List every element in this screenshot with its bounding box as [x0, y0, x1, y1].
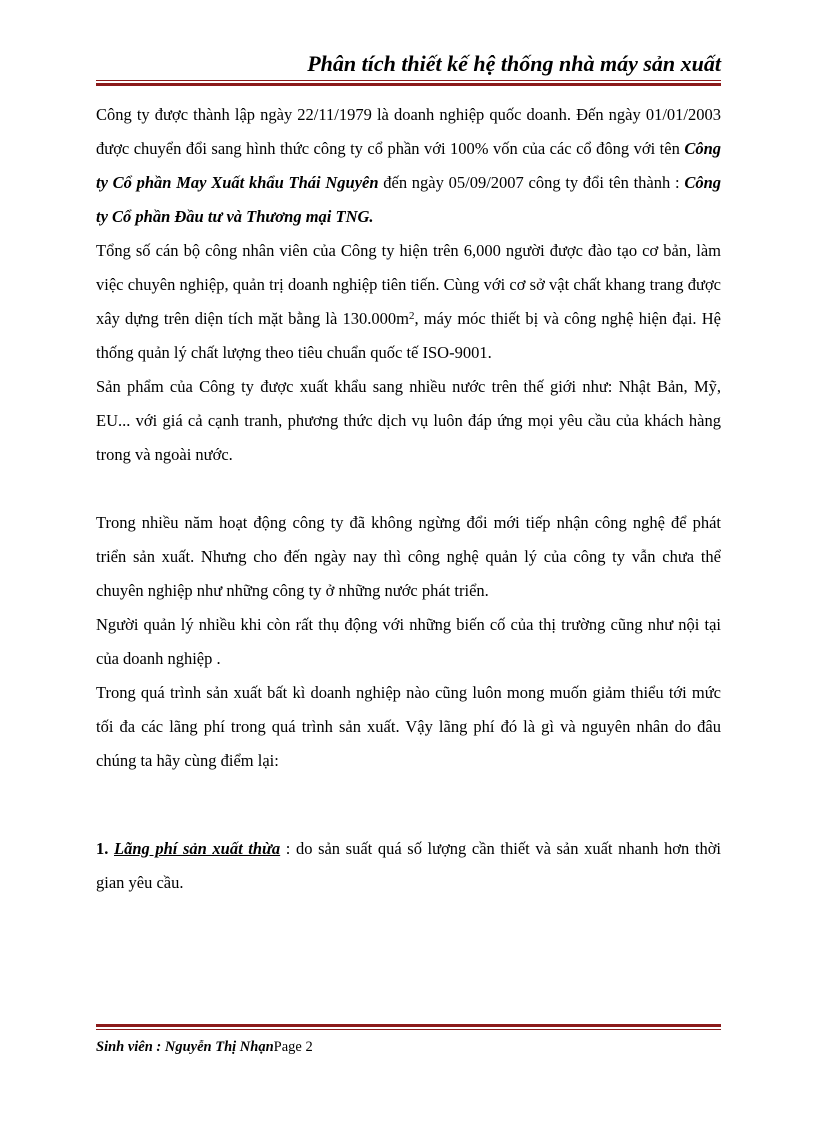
list-item-overproduction — [96, 832, 721, 900]
spacer — [96, 472, 721, 506]
p2-text-1: Tổng số cán bộ công nhân viên của Công ty hiện trên 6,000 người được đào tạo cơ bản, làm việc chuyên nghiệp, quản trị doanh nghiệp tiên tiến. Cùng với cơ sở vật chất khang trang được xây dựng trên diện tích mặt bằng là 130.000m — [96, 241, 721, 328]
p1-text-2: đến ngày 05/09/2007 công ty đổi tên thành : — [378, 173, 685, 192]
p1-text-1: Công ty được thành lập ngày 22/11/1979 là doanh nghiệp quốc doanh. Đến ngày 01/01/2003 được chuyển đổi sang hình thức công ty cổ phần với 100% vốn của các cổ đông với tên — [96, 105, 721, 158]
p2-superscript: 2 — [408, 310, 415, 322]
item1-text: : do sản suất quá số lượng cần thiết và sản xuất nhanh hơn thời gian yêu cầu. — [96, 839, 722, 892]
page-footer — [96, 1038, 313, 1056]
paragraph-products: Sản phẩm của Công ty được xuất khẩu sang nhiều nước trên thế giới như: Nhật Bản, Mỹ, EU... với giá cả cạnh tranh, phương thức dịch vụ luôn đáp ứng mọi yêu cầu của khách hàng trong và ngoài nước. — [96, 377, 721, 464]
header-rule-thick — [96, 83, 721, 86]
footer-page-number: Page 2 — [273, 1039, 313, 1055]
item1-number: 1. — [96, 839, 109, 858]
paragraph-technology: Trong nhiều năm hoạt động công ty đã không ngừng đổi mới tiếp nhận công nghệ để phát triển sản xuất. Nhưng cho đến ngày nay thì công nghệ quản lý của công ty vẫn chưa thể chuyên nghiệp như những công ty ở những nước phát triển. — [96, 513, 721, 600]
footer-rule-thick — [96, 1024, 721, 1027]
p1-company-name-1: Công ty Cổ phần May Xuất khẩu Thái Nguyên — [96, 139, 721, 192]
paragraph-staff — [96, 234, 721, 370]
item1-title: Lãng phí sản xuất thừa — [113, 839, 281, 858]
page-header-title: Phân tích thiết kế hệ thống nhà máy sản xuất — [307, 51, 721, 76]
document-body — [96, 98, 721, 900]
paragraph-managers: Người quản lý nhiều khi còn rất thụ động với những biến cố của thị trường cũng như nội tại của doanh nghiệp . — [96, 615, 721, 668]
paragraph-waste-intro: Trong quá trình sản xuất bất kì doanh nghiệp nào cũng luôn mong muốn giảm thiểu tới mức tối đa các lãng phí trong quá trình sản xuất. Vậy lãng phí đó là gì và nguyên nhân do đâu chúng ta hãy cùng điểm lại: — [96, 683, 721, 770]
header-rule-thin — [96, 80, 721, 81]
spacer — [96, 778, 721, 832]
footer-author: Sinh viên : Nguyễn Thị Nhạn — [96, 1039, 274, 1055]
paragraph-company-history — [96, 98, 721, 234]
footer-rule-thin — [96, 1029, 721, 1030]
p2-text-2: , máy móc thiết bị và công nghệ hiện đại. Hệ thống quản lý chất lượng theo tiêu chuẩn quốc tế ISO-9001. — [96, 309, 721, 362]
p1-company-name-2: Công ty Cổ phần Đầu tư và Thương mại TNG. — [96, 173, 721, 226]
